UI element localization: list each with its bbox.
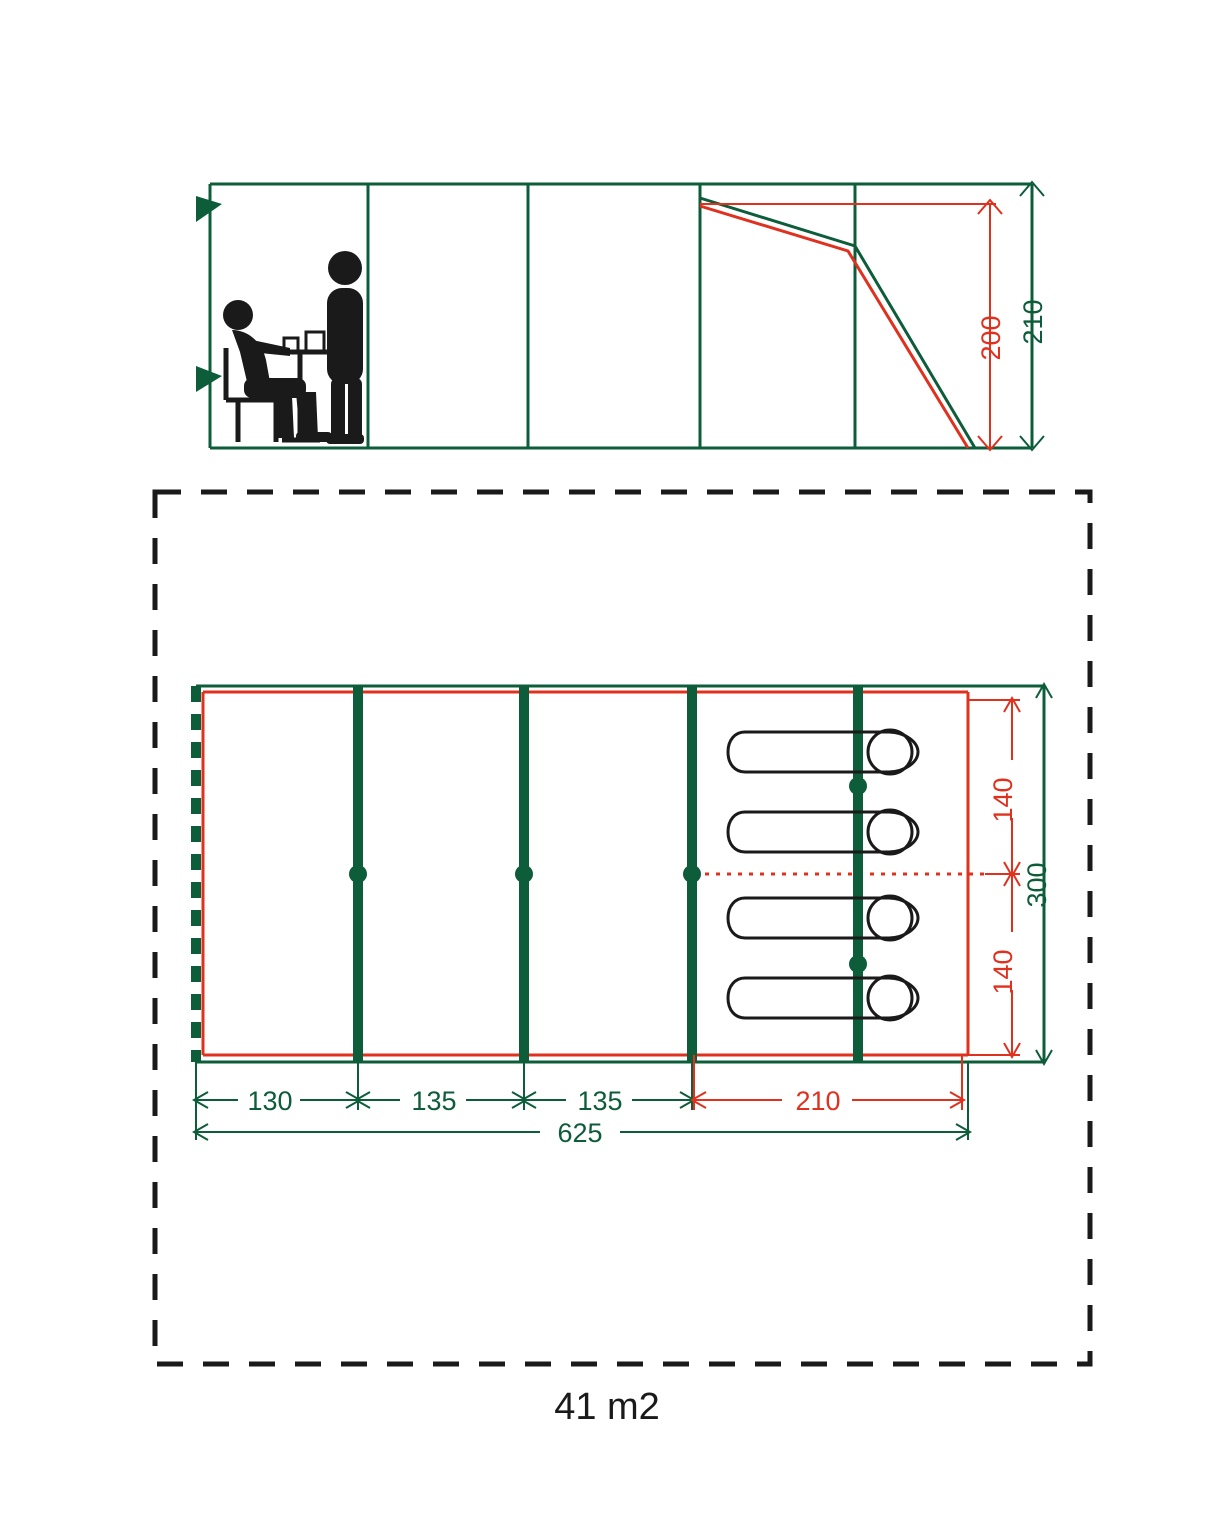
dim-label-300: 300 — [1022, 862, 1052, 908]
side-elevation-view — [196, 182, 1048, 450]
dim-label-135-a: 135 — [411, 1086, 457, 1116]
side-dim-label-210: 210 — [1018, 299, 1048, 345]
area-label: 41 m2 — [554, 1386, 660, 1428]
side-dimension-200 — [700, 200, 1006, 450]
floorplan-dimension-140-lower — [968, 872, 1026, 1057]
pitch-area-outline — [155, 492, 1090, 1364]
floorplan-dimension-135-b — [522, 1062, 694, 1116]
sleeping-bag — [728, 730, 918, 774]
sleeping-bag — [728, 810, 918, 854]
floorplan-dimension-210 — [692, 1055, 964, 1116]
dim-label-130: 130 — [247, 1086, 293, 1116]
standing-person — [326, 251, 364, 444]
floorplan-dimension-140-upper — [968, 698, 1026, 876]
dim-label-625: 625 — [557, 1118, 603, 1148]
side-dim-label-200: 200 — [976, 315, 1006, 361]
sleeping-bags — [728, 730, 918, 1020]
pole-hubs — [349, 777, 867, 973]
dim-label-135-b: 135 — [577, 1086, 623, 1116]
side-dimension-210 — [1018, 182, 1048, 450]
sleeping-bag — [728, 896, 918, 940]
floorplan-dimension-135-a — [356, 1062, 526, 1116]
floorplan-dimension-300 — [1022, 684, 1052, 1064]
floorplan-dimension-130 — [194, 1062, 360, 1116]
dim-label-140-lower: 140 — [988, 949, 1018, 995]
dim-label-140-upper: 140 — [988, 777, 1018, 823]
dim-label-210: 210 — [795, 1086, 841, 1116]
side-red-outline — [700, 206, 968, 448]
tent-poles — [349, 686, 867, 1062]
floor-plan-view — [194, 684, 1052, 1148]
sleeping-bag — [728, 976, 918, 1020]
